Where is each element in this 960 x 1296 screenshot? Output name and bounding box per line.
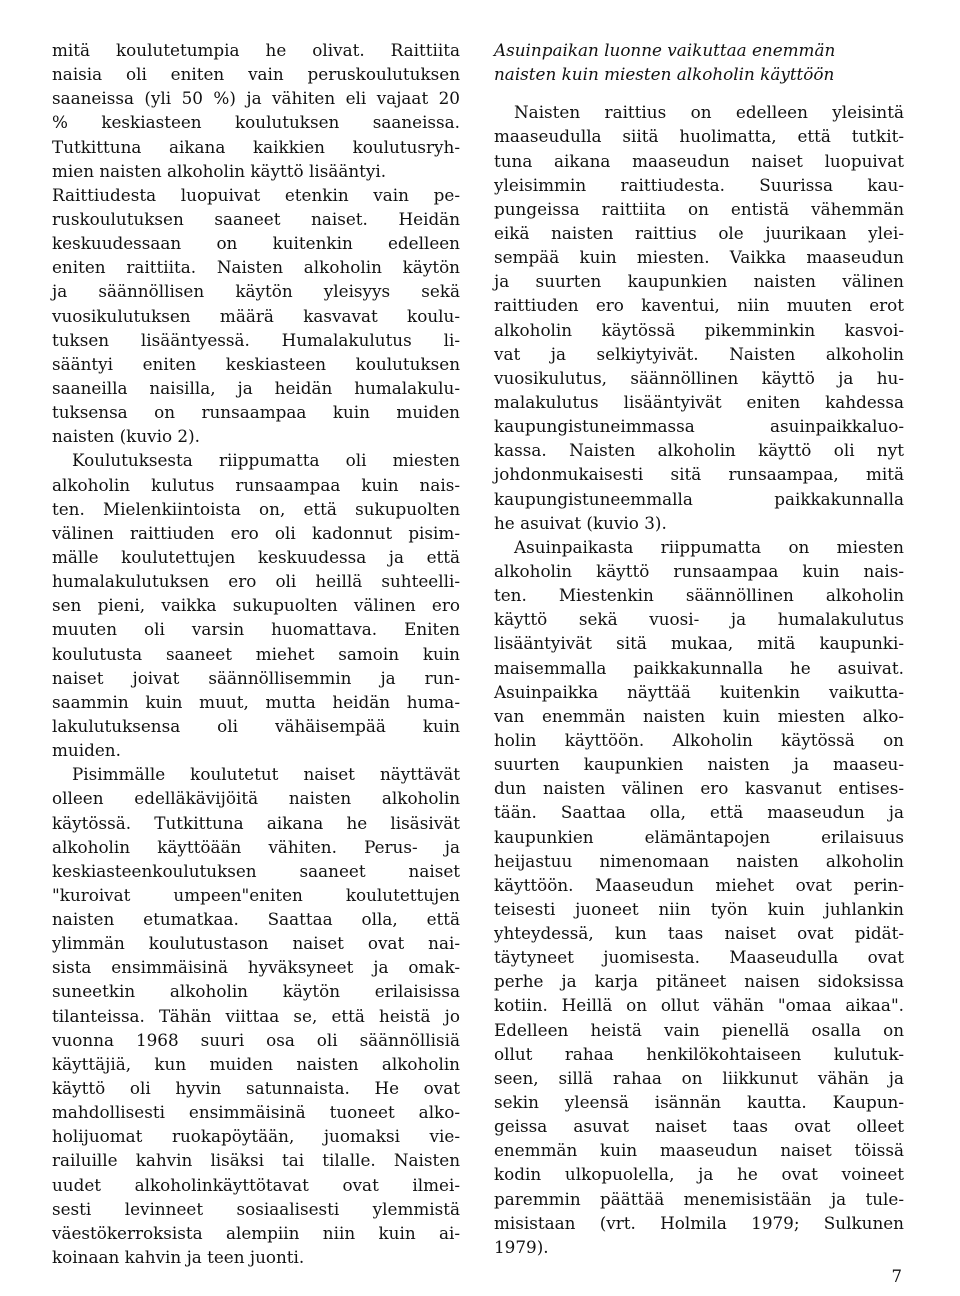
left-text-line: keskiasteenkoulutuksen saaneet naiset — [52, 860, 460, 881]
left-text-line: alkoholin käyttöään vähiten. Perus- ja — [52, 836, 460, 857]
right-text-line: kaupungistuneemmalla paikkakunnalla — [494, 488, 904, 509]
left-text-line: saammin kuin muut, mutta heidän huma- — [52, 691, 460, 712]
right-text-line: ollut rahaa henkilökohtaiseen kulutuk- — [494, 1043, 904, 1064]
right-text-line: kaupunkien elämäntapojen erilaisuus — [494, 826, 904, 847]
right-text-line: holin käyttöön. Alkoholin käytössä on — [494, 729, 904, 750]
right-text-line: kassa. Naisten alkoholin käyttö oli nyt — [494, 440, 904, 461]
left-text-line: lakulutuksensa oli vähäisempää kuin — [52, 715, 460, 736]
left-text-line: vuonna 1968 suuri osa oli säännöllisiä — [52, 1029, 460, 1050]
left-text-line: muiden. — [52, 740, 121, 761]
right-text-line: dun naisten välinen ero kasvanut entises- — [494, 778, 904, 799]
right-text-line: tään. Saattaa olla, että maaseudun ja — [494, 802, 904, 823]
page-number: 7 — [891, 1267, 902, 1286]
left-text-line: "kuroivat umpeen"eniten koulutettujen — [52, 884, 460, 905]
heading-line: Asuinpaikan luonne vaikuttaa enemmän — [494, 40, 836, 60]
right-column — [494, 38, 904, 1259]
left-text-line: väestökerroksista alempiin niin kuin ai- — [52, 1222, 460, 1243]
right-text-line: lisääntyivät sitä mukaa, mitä kaupunki- — [494, 633, 904, 654]
left-text-line: käyttö oli hyvin satunnaista. He ovat — [52, 1078, 460, 1099]
right-text-line: johdonmukaisesti sitä runsaampaa, mitä — [494, 464, 904, 485]
left-column — [52, 38, 460, 1269]
right-text-line: käyttöön. Maaseudun miehet ovat perin- — [494, 874, 904, 895]
left-text-line: olleen edelläkävijöitä naisten alkoholin — [52, 788, 460, 809]
left-text-line: sista ensimmäisinä hyväksyneet ja omak- — [52, 957, 460, 978]
left-text-line: tilanteissa. Tähän viittaa se, että heistä jo — [52, 1005, 460, 1026]
heading-line: naisten kuin miesten alkoholin käyttöön — [494, 64, 835, 85]
left-text-line: Tutkittuna aikana kaikkien koulutusryh- — [52, 136, 460, 157]
left-text-line: saaneissa (yli 50 %) ja vähiten eli vajaat 20 — [52, 88, 460, 109]
right-text-line: yhteydessä, kun taas naiset ovat pidät- — [494, 923, 904, 944]
left-text-line: mien naisten alkoholin käyttö lisääntyi. — [52, 160, 387, 181]
right-text-line: maisemmalla paikkakunnalla he asuivat. — [494, 657, 904, 678]
right-text-line: tuna aikana maaseudun naiset luopuivat — [494, 150, 904, 171]
left-text-line: naisten (kuvio 2). — [52, 426, 200, 447]
left-text-line: tuksen lisääntyessä. Humalakulutus li- — [52, 329, 460, 350]
right-text-line: malakulutus lisääntyivät eniten kahdessa — [494, 391, 904, 412]
left-text-line: humalakulutuksen ero oli heillä suhteelli- — [52, 571, 460, 592]
left-text-line: välinen raittiuden ero oli kadonnut pisim- — [52, 522, 460, 543]
right-text-line: maaseudulla siitä huolimatta, että tutkit- — [494, 126, 904, 147]
right-text-line: vat ja selkiytyivät. Naisten alkoholin — [494, 343, 904, 364]
right-text-line: eikä naisten raittius ole juurikaan ylei- — [494, 222, 904, 243]
left-text-line: koulutusta saaneet miehet samoin kuin — [52, 643, 460, 664]
right-text-line: ja suurten kaupunkien naisten välinen — [494, 271, 904, 292]
section-heading — [494, 38, 904, 86]
right-text-line: 1979). — [494, 1236, 549, 1257]
left-text-line: koinaan kahvin ja teen juonti. — [52, 1247, 305, 1268]
right-column-body — [494, 100, 904, 1259]
right-text-line: Asuinpaikka näyttää kuitenkin vaikutta- — [494, 681, 904, 702]
left-text-line: railuille kahvin lisäksi tai tilalle. Naisten — [52, 1150, 460, 1171]
right-text-line: täytyneet juomisesta. Maaseudulla ovat — [494, 947, 904, 968]
right-text-line: enemmän kuin maaseudun naiset töissä — [494, 1140, 904, 1161]
left-text-line: naisia oli eniten vain peruskoulutuksen — [52, 64, 460, 85]
left-text-line: naisten etumatkaa. Saattaa olla, että — [52, 909, 460, 930]
left-text-line: sesti levinneet sosiaalisesti ylemmistä — [52, 1198, 460, 1219]
left-text-line: alkoholin kulutus runsaampaa kuin nais- — [52, 474, 460, 495]
left-text-line: tuksensa on runsaampaa kuin muiden — [52, 402, 460, 423]
left-text-line: saaneilla naisilla, ja heidän humalakulu- — [52, 377, 460, 398]
left-text-line: naiset joivat säännöllisemmin ja run- — [52, 667, 460, 688]
right-text-line: perhe ja karja pitäneet naisen sidoksissa — [494, 971, 904, 992]
right-text-line: heijastuu nimenomaan naisten alkoholin — [494, 850, 904, 871]
right-text-line: Asuinpaikasta riippumatta on miesten — [514, 536, 904, 557]
right-text-line: teisesti juoneet niin työn kuin juhlankin — [494, 898, 904, 919]
right-text-line: kotiin. Heillä on ollut vähän "omaa aikaa". — [494, 995, 904, 1016]
left-text-line: suneetkin alkoholin käytön erilaisissa — [52, 981, 460, 1002]
right-text-line: seen, sillä rahaa on liikkunut vähän ja — [494, 1067, 904, 1088]
left-text-line: mahdollisesti ensimmäisinä tuoneet alko- — [52, 1102, 460, 1123]
left-text-line: vuosikulutuksen määrä kasvavat koulu- — [52, 305, 460, 326]
right-text-line: alkoholin käyttö runsaampaa kuin nais- — [494, 560, 904, 581]
right-text-line: raittiuden ero kaventui, niin muuten erot — [494, 295, 904, 316]
right-text-line: kaupungistuneimmassa asuinpaikkaluo- — [494, 416, 904, 437]
left-text-line: mälle koulutettujen keskuudessa ja että — [52, 546, 460, 567]
left-text-line: % keskiasteen koulutuksen saaneissa. — [52, 112, 460, 133]
right-text-line: ten. Miestenkin säännöllinen alkoholin — [494, 585, 904, 606]
right-text-line: paremmin päättää menemisistään ja tule- — [494, 1188, 904, 1209]
left-text-line: sen pieni, vaikka sukupuolten välinen ero — [52, 595, 460, 616]
right-text-line: Naisten raittius on edelleen yleisintä — [514, 102, 904, 123]
left-text-line: mitä koulutetumpia he olivat. Raittiita — [52, 40, 460, 60]
left-text-line: käyttäjiä, kun muiden naisten alkoholin — [52, 1053, 460, 1074]
left-text-line: holijuomat ruokapöytään, juomaksi vie- — [52, 1126, 460, 1147]
right-text-line: he asuivat (kuvio 3). — [494, 512, 667, 533]
right-text-line: geissa asuvat naiset taas ovat olleet — [494, 1116, 904, 1137]
left-text-line: ja säännöllisen käytön yleisyys sekä — [52, 281, 460, 302]
left-text-line: Koulutuksesta riippumatta oli miesten — [72, 450, 460, 471]
left-text-line: Pisimmälle koulutetut naiset näyttävät — [72, 764, 460, 785]
left-text-line: ten. Mielenkiintoista on, että sukupuolten — [52, 498, 460, 519]
left-text-line: uudet alkoholinkäyttötavat ovat ilmei- — [52, 1174, 460, 1195]
right-text-line: käyttö sekä vuosi- ja humalakulutus — [494, 609, 904, 630]
right-text-line: vuosikulutus, säännöllinen käyttö ja hu- — [494, 367, 904, 388]
right-text-line: alkoholin käytössä pikemminkin kasvoi- — [494, 319, 904, 340]
left-text-line: käytössä. Tutkittuna aikana he lisäsivät — [52, 812, 460, 833]
left-text-line: Raittiudesta luopuivat etenkin vain pe- — [52, 184, 460, 205]
right-text-line: kodin ulkopuolella, ja he ovat voineet — [494, 1164, 904, 1185]
right-text-line: misistaan (vrt. Holmila 1979; Sulkunen — [494, 1212, 904, 1233]
left-text-line: sääntyi eniten keskiasteen koulutuksen — [52, 353, 460, 374]
left-text-line: muuten oli varsin huomattava. Eniten — [52, 619, 460, 640]
right-text-line: Edelleen heistä vain pienellä osalla on — [494, 1019, 904, 1040]
right-text-line: sempää kuin miesten. Vaikka maaseudun — [494, 247, 904, 268]
left-text-line: keskuudessaan on kuitenkin edelleen — [52, 233, 460, 254]
left-text-line: eniten raittiita. Naisten alkoholin käytön — [52, 257, 460, 278]
right-text-line: yleisimmin raittiudesta. Suurissa kau- — [494, 174, 904, 195]
right-text-line: pungeissa raittiita on entistä vähemmän — [494, 198, 904, 219]
right-text-line: van enemmän naisten kuin miesten alko- — [494, 705, 904, 726]
left-text-line: ruskoulutuksen saaneet naiset. Heidän — [52, 208, 460, 229]
right-text-line: sekin yleensä isännän kautta. Kaupun- — [494, 1092, 904, 1113]
right-text-line: suurten kaupunkien naisten ja maaseu- — [494, 754, 904, 775]
left-text-line: ylimmän koulutustason naiset ovat nai- — [52, 933, 460, 954]
